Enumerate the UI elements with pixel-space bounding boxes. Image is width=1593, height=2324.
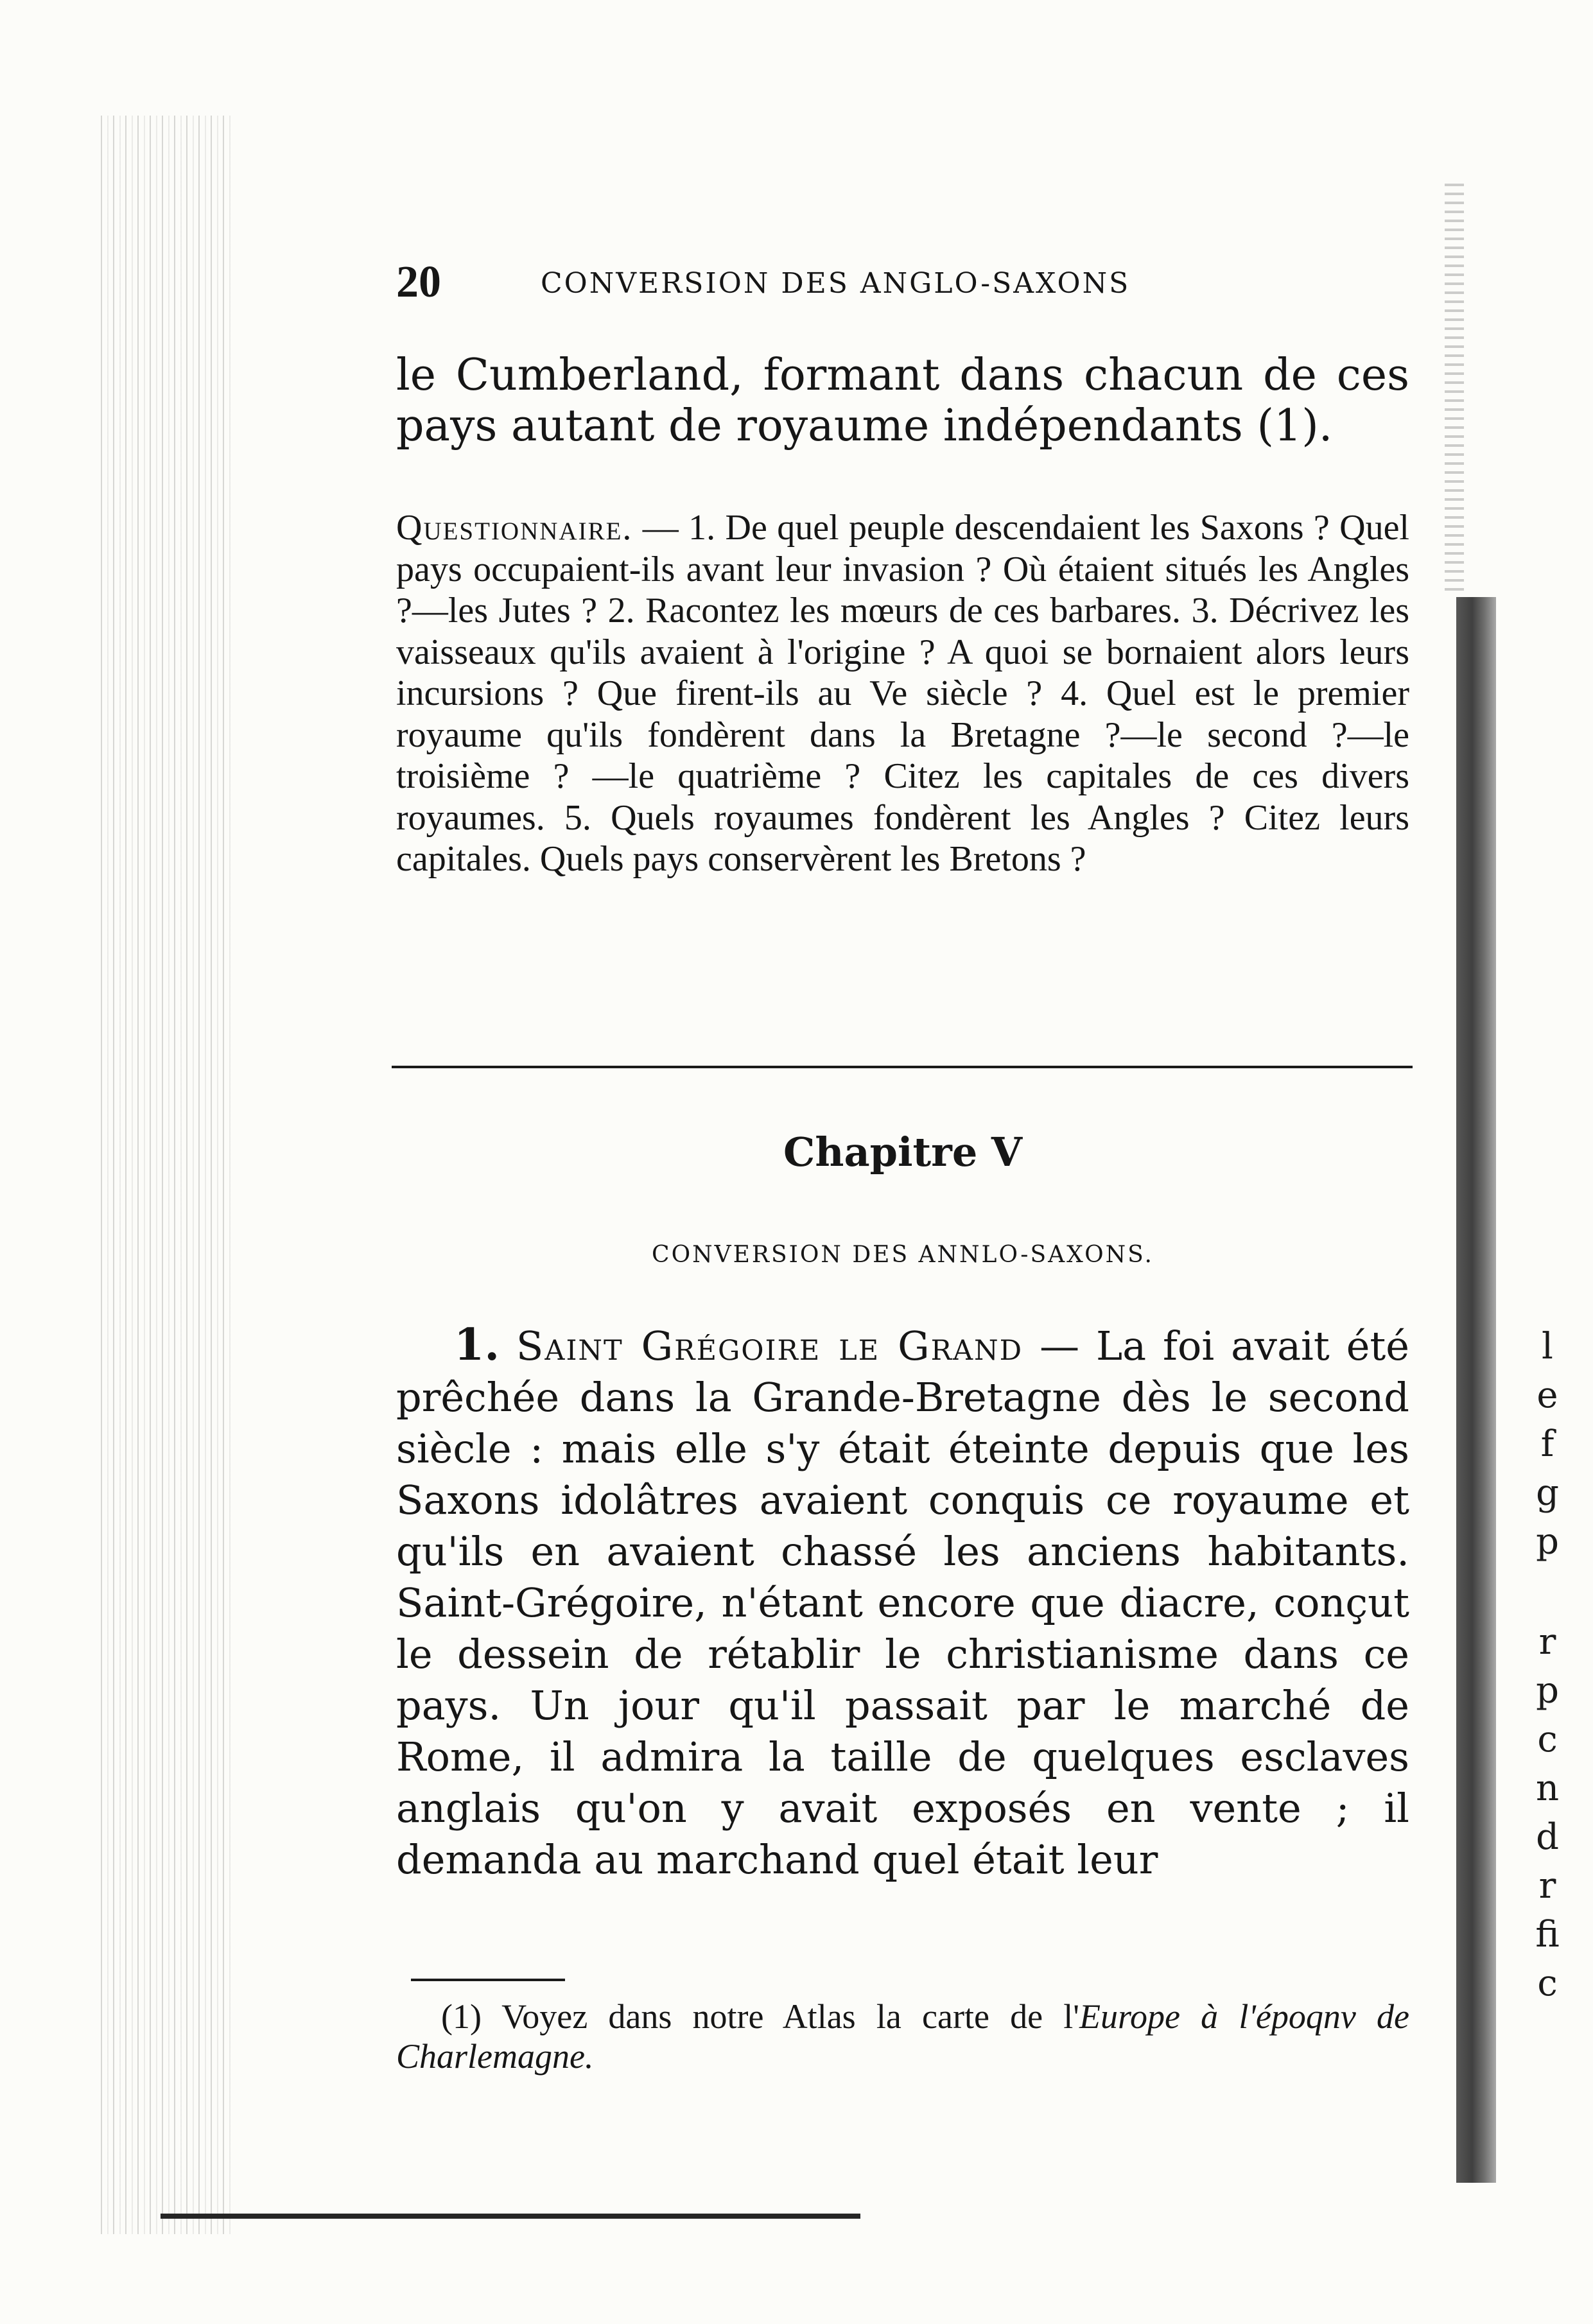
facing-letter: l xyxy=(1542,1326,1553,1367)
footnote-rule xyxy=(411,1979,565,1981)
section-divider xyxy=(392,1066,1413,1068)
section-paragraph xyxy=(396,1319,1409,1886)
footnote-text: Voyez dans notre Atlas la carte de l' xyxy=(481,1997,1079,2036)
facing-letter: g xyxy=(1536,1472,1559,1514)
page-number: 20 xyxy=(396,257,441,307)
facing-letter: c xyxy=(1537,1963,1558,2004)
facing-letter: c xyxy=(1537,1719,1558,1760)
questionnaire-label: Questionnaire. xyxy=(396,508,633,548)
continued-paragraph: le Cumberland, formant dans chacun de ces pays autant de royaume indépendants (1). xyxy=(396,350,1409,451)
facing-letter: r xyxy=(1538,1865,1556,1907)
facing-letter: p xyxy=(1536,1670,1559,1712)
running-title: CONVERSION DES ANGLO-SAXONS xyxy=(541,267,1131,300)
right-page-edge-top xyxy=(1445,180,1464,591)
section-number: 1. xyxy=(454,1319,500,1371)
footnote-italic: Europe à l'époqnv de Charlemagne. xyxy=(396,1997,1409,2076)
facing-letter: e xyxy=(1536,1374,1558,1416)
left-page-edge xyxy=(96,116,231,2234)
right-page-edge xyxy=(1456,597,1496,2183)
facing-letter: fi xyxy=(1535,1914,1560,1955)
chapter-subtitle: CONVERSION DES ANNLO-SAXONS. xyxy=(652,1242,1154,1268)
section-text: — La foi avait été prêchée dans la Grande-Bretagne dès le second siècle : mais elle s'y était éteinte depuis que les Saxons idolâtres avaient conquis ce royaume et qu'ils en avaient chassé les anciens habitants. Saint-Grégoire, n'étant encore que diacre, conçut le dessein de rétablir le christianisme dans ce pays. Un jour qu'il passait par le marché de Rome, il admira la taille de quelques esclaves anglais qu'on y avait exposés en vente ; il demanda au marchand quel était leur xyxy=(396,1322,1409,1883)
running-header xyxy=(396,257,1409,308)
facing-letter: d xyxy=(1536,1816,1559,1858)
questionnaire-text: — 1. De quel peuple descendaient les Saxons ? Quel pays occupaient-ils avant leur invasion ? Où étaient situés les Angles ?—les Jutes ? 2. Racontez les mœurs de ces barbares. 3. Décrivez les vaisseaux qu'ils avaient à l'origine ? A quoi se bornaient alors leurs incursions ? Que firent-ils au Ve siècle ? 4. Quel est le premier royaume qu'ils fondèrent dans la Bretagne ?—le second ?—le troisième ? —le quatrième ? Citez les capitales de ces divers royaumes. 5. Quels royaumes fondèrent les Angles ? Citez leurs capitales. Quels pays conservèrent les Bretons ? xyxy=(396,508,1409,879)
facing-letter: r xyxy=(1538,1621,1556,1663)
facing-letter: f xyxy=(1540,1423,1554,1465)
facing-gap xyxy=(1522,1566,1573,1618)
footnote xyxy=(396,1997,1409,2076)
footnote-marker: (1) xyxy=(441,1997,482,2036)
bottom-page-edge xyxy=(161,2214,860,2219)
facing-letter: p xyxy=(1536,1521,1559,1563)
facing-letter: n xyxy=(1535,1767,1560,1809)
questionnaire xyxy=(396,507,1409,880)
chapter-title: Chapitre V xyxy=(783,1129,1022,1175)
facing-page-fragment xyxy=(1522,1322,1573,2008)
section-heading: Saint Grégoire le Grand xyxy=(516,1322,1023,1369)
